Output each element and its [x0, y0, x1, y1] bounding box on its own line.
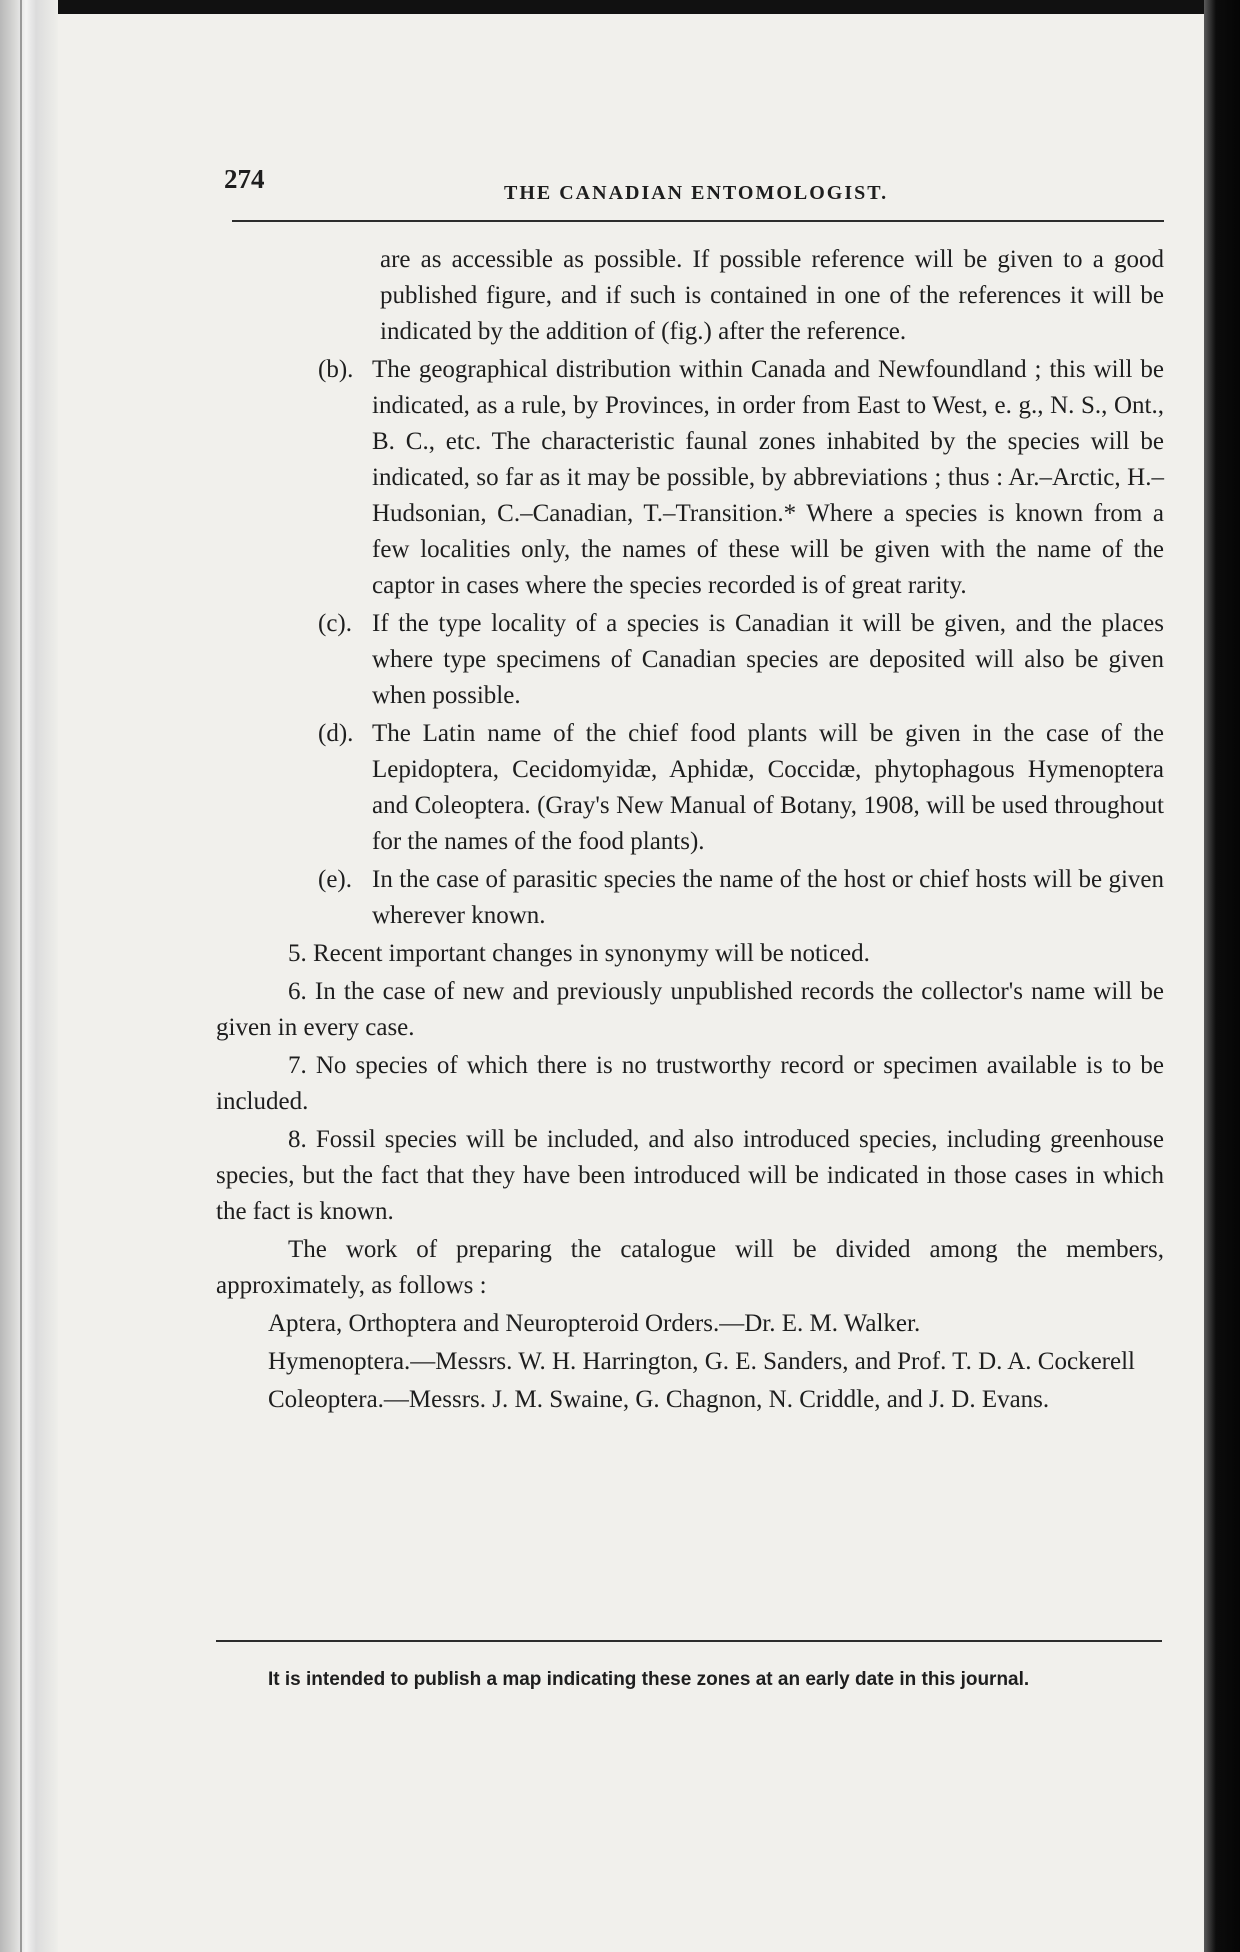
numbered-item-6: 6. In the case of new and previously unpublished records the collector's name will be given in every case. [216, 978, 1164, 1041]
list-marker-b: (b). [318, 356, 354, 383]
numbered-item-7: 7. No species of which there is no trustworthy record or specimen available is to be included. [216, 1052, 1164, 1115]
numbered-item-8: 8. Fossil species will be included, and also introduced species, including greenhouse species, but the fact that they have been introduced will be indicated in those cases in which the fact is known. [216, 1126, 1164, 1225]
list-item-e [200, 862, 1164, 934]
body-text [200, 242, 1164, 1420]
list-marker-d: (d). [318, 720, 354, 747]
scan-right-edge [1204, 0, 1240, 1952]
list-item-d [200, 716, 1164, 860]
assignment-coleoptera: Coleoptera.—Messrs. J. M. Swaine, G. Chagnon, N. Criddle, and J. D. Evans. [268, 1386, 1050, 1413]
numbered-item-5: 5. Recent important changes in synonymy will be noticed. [288, 940, 870, 967]
running-head: THE CANADIAN ENTOMOLOGIST. [504, 182, 889, 204]
item-a-continuation: are as accessible as possible. If possible reference will be given to a good published figure, and if such is contained in one of the references it will be indicated by the addition of (fig.) after the reference. [380, 246, 1164, 345]
list-marker-e: (e). [318, 866, 352, 893]
list-text-d: The Latin name of the chief food plants will be given in the case of the Lepidoptera, Cecidomyidæ, Aphidæ, Coccidæ, phytophagous Hymenoptera and Coleoptera. (Gray's New Manual of Botany, 1908, will be used throughout for the names of the food plants). [372, 720, 1164, 855]
footnote-rule [216, 1640, 1162, 1642]
assignment-hymenoptera: Hymenoptera.—Messrs. W. H. Harrington, G. E. Sanders, and Prof. T. D. A. Cockerell [268, 1348, 1135, 1375]
header-rule [232, 220, 1164, 222]
list-marker-c: (c). [318, 610, 352, 637]
footnote: It is intended to publish a map indicating these zones at an early date in this journal. [268, 1669, 1030, 1690]
page-header [224, 164, 1164, 214]
book-page [200, 160, 1168, 1720]
work-paragraph: The work of preparing the catalogue will be divided among the members, approximately, as follows : [216, 1236, 1164, 1299]
assignment-aptera: Aptera, Orthoptera and Neuropteroid Orders.—Dr. E. M. Walker. [268, 1310, 921, 1337]
list-text-e: In the case of parasitic species the name of the host or chief hosts will be given wherever known. [372, 866, 1164, 929]
scan-left-edge [0, 0, 58, 1952]
page-number: 274 [224, 164, 265, 194]
list-item-c [200, 606, 1164, 714]
scan-top-edge [0, 0, 1240, 14]
list-text-c: If the type locality of a species is Canadian it will be given, and the places where type specimens of Canadian species are deposited will also be given when possible. [372, 610, 1164, 709]
list-item-b [200, 352, 1164, 604]
list-text-b: The geographical distribution within Canada and Newfoundland ; this will be indicated, as a rule, by Provinces, in order from East to West, e. g., N. S., Ont., B. C., etc. The characteristic faunal zones inhabited by the species will be indicated, so far as it may be possible, by abbreviations ; thus : Ar.–Arctic, H.–Hudsonian, C.–Canadian, T.–Transition.* Where a species is known from a few localities only, the names of these will be given with the name of the captor in cases where the species recorded is of great rarity. [372, 356, 1164, 599]
